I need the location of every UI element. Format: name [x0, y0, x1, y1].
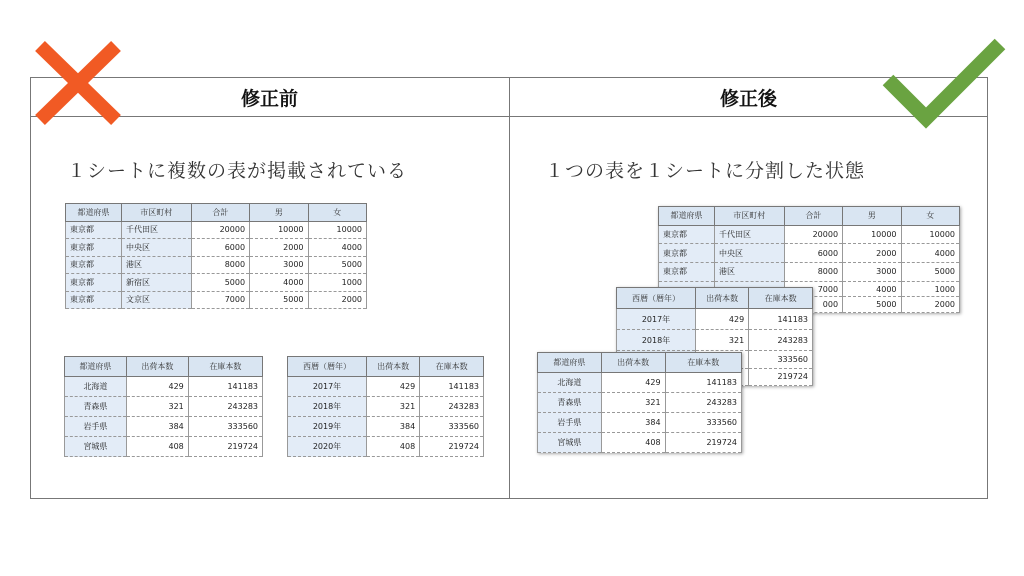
after-title: 修正後	[719, 88, 777, 110]
table-cell: 3000	[250, 256, 308, 274]
column-header: 出荷本数	[367, 357, 420, 377]
table-cell: 2017年	[617, 309, 696, 330]
table-cell: 384	[601, 413, 665, 433]
table-cell: 429	[126, 377, 188, 397]
table-cell: 東京都	[66, 221, 122, 239]
table-row	[659, 244, 960, 263]
before-subtitle: １シートに複数の表が掲載されている	[67, 160, 408, 182]
check-mark-icon	[880, 38, 1010, 130]
table-cell: 10000	[901, 225, 959, 244]
table-cell: 文京区	[122, 291, 192, 309]
table-cell: 333560	[665, 413, 741, 433]
table-cell: 243283	[665, 393, 741, 413]
table-cell: 408	[126, 437, 188, 457]
column-header: 都道府県	[659, 207, 715, 226]
column-header: 市区町村	[715, 207, 785, 226]
table-cell: 東京都	[66, 239, 122, 257]
table-cell: 5000	[901, 263, 959, 282]
column-header: 合計	[191, 204, 249, 222]
table-row	[65, 417, 263, 437]
table-cell: 2017年	[288, 377, 367, 397]
table-cell: 港区	[715, 263, 785, 282]
table-cell: 000	[784, 297, 842, 313]
table-cell: 新宿区	[122, 274, 192, 292]
table-row	[538, 373, 742, 393]
table-header-row	[538, 353, 742, 373]
table-row	[66, 221, 367, 239]
table-row	[538, 433, 742, 453]
table-cell: 2000	[843, 244, 901, 263]
table-cell: 千代田区	[122, 221, 192, 239]
column-header: 女	[308, 204, 366, 222]
table-cell: 219724	[420, 437, 484, 457]
after-subtitle: １つの表を１シートに分割した状態	[545, 160, 866, 182]
table-cell: 5000	[250, 291, 308, 309]
table-cell: 5000	[843, 297, 901, 313]
table-header-row	[659, 207, 960, 226]
column-header: 男	[843, 207, 901, 226]
table-row	[66, 239, 367, 257]
table-cell: 141183	[749, 309, 813, 330]
before-population-table	[65, 203, 367, 309]
table-cell: 6000	[191, 239, 249, 257]
table-cell: 2000	[308, 291, 366, 309]
table-row	[66, 291, 367, 309]
table-cell: 141183	[665, 373, 741, 393]
table-cell: 北海道	[538, 373, 602, 393]
table-cell: 岩手県	[538, 413, 602, 433]
table-cell: 4000	[308, 239, 366, 257]
column-header: 在庫本数	[420, 357, 484, 377]
table-cell: 東京都	[659, 263, 715, 282]
column-header: 市区町村	[122, 204, 192, 222]
cross-mark-icon	[30, 38, 125, 128]
table-cell: 20000	[191, 221, 249, 239]
table-cell: 4000	[843, 281, 901, 297]
column-header: 男	[250, 204, 308, 222]
table-cell: 10000	[843, 225, 901, 244]
table-row	[65, 397, 263, 417]
table-cell: 青森県	[65, 397, 127, 417]
column-header: 合計	[784, 207, 842, 226]
table-row	[65, 437, 263, 457]
table-row	[659, 263, 960, 282]
table-header-row	[617, 288, 813, 309]
table-cell: 岩手県	[65, 417, 127, 437]
column-header: 西暦（暦年）	[288, 357, 367, 377]
table-cell: 7000	[784, 281, 842, 297]
table-cell: 20000	[784, 225, 842, 244]
table-cell: 千代田区	[715, 225, 785, 244]
table-cell: 10000	[250, 221, 308, 239]
column-header: 西暦（暦年）	[617, 288, 696, 309]
column-header: 都道府県	[538, 353, 602, 373]
table-row	[288, 397, 484, 417]
table-cell: 北海道	[65, 377, 127, 397]
table-cell: 東京都	[66, 256, 122, 274]
table-row	[617, 309, 813, 330]
header-divider	[30, 116, 988, 117]
before-prefecture-table	[64, 356, 263, 457]
before-title: 修正前	[240, 88, 298, 110]
table-cell: 408	[601, 433, 665, 453]
table-cell: 321	[696, 330, 749, 351]
table-cell: 8000	[191, 256, 249, 274]
before-year-table	[287, 356, 484, 457]
table-cell: 港区	[122, 256, 192, 274]
table-cell: 2000	[901, 297, 959, 313]
table-cell: 333560	[749, 351, 813, 369]
column-header: 出荷本数	[696, 288, 749, 309]
table-row	[288, 417, 484, 437]
table-cell: 243283	[188, 397, 262, 417]
table-cell: 中央区	[122, 239, 192, 257]
table-cell: 5000	[191, 274, 249, 292]
table-cell: 2018年	[617, 330, 696, 351]
table-cell: 2000	[250, 239, 308, 257]
table-cell: 6000	[784, 244, 842, 263]
table-cell: 141183	[188, 377, 262, 397]
column-header: 在庫本数	[665, 353, 741, 373]
table-cell: 321	[126, 397, 188, 417]
table-row	[659, 225, 960, 244]
table-cell: 333560	[188, 417, 262, 437]
table-row	[66, 274, 367, 292]
table-cell: 4000	[250, 274, 308, 292]
table-cell: 219724	[665, 433, 741, 453]
table-cell: 243283	[420, 397, 484, 417]
table-cell: 333560	[420, 417, 484, 437]
column-header: 在庫本数	[749, 288, 813, 309]
table-cell: 429	[601, 373, 665, 393]
table-cell: 321	[601, 393, 665, 413]
table-header-row	[66, 204, 367, 222]
column-header: 都道府県	[66, 204, 122, 222]
table-cell: 429	[696, 309, 749, 330]
column-header: 在庫本数	[188, 357, 262, 377]
table-cell: 東京都	[659, 225, 715, 244]
table-header-row	[65, 357, 263, 377]
table-cell: 4000	[901, 244, 959, 263]
panel-divider	[509, 77, 510, 499]
table-cell: 2020年	[288, 437, 367, 457]
table-cell: 3000	[843, 263, 901, 282]
column-header: 女	[901, 207, 959, 226]
table-cell: 東京都	[66, 291, 122, 309]
table-cell: 2018年	[288, 397, 367, 417]
table-row	[288, 437, 484, 457]
table-row	[538, 393, 742, 413]
table-cell: 384	[126, 417, 188, 437]
table-cell: 2019年	[288, 417, 367, 437]
table-cell: 宮城県	[65, 437, 127, 457]
table-cell: 384	[367, 417, 420, 437]
table-cell: 東京都	[659, 244, 715, 263]
table-cell: 219724	[188, 437, 262, 457]
column-header: 出荷本数	[601, 353, 665, 373]
table-cell: 429	[367, 377, 420, 397]
table-cell: 10000	[308, 221, 366, 239]
after-prefecture-table	[537, 352, 742, 453]
table-cell: 宮城県	[538, 433, 602, 453]
table-header-row	[288, 357, 484, 377]
table-row	[65, 377, 263, 397]
table-cell: 5000	[308, 256, 366, 274]
table-cell: 東京都	[66, 274, 122, 292]
table-cell: 321	[367, 397, 420, 417]
table-cell: 青森県	[538, 393, 602, 413]
table-cell: 7000	[191, 291, 249, 309]
table-row	[538, 413, 742, 433]
column-header: 都道府県	[65, 357, 127, 377]
table-cell: 1000	[308, 274, 366, 292]
column-header: 出荷本数	[126, 357, 188, 377]
table-cell: 243283	[749, 330, 813, 351]
table-row	[617, 330, 813, 351]
table-cell: 141183	[420, 377, 484, 397]
table-cell: 219724	[749, 368, 813, 386]
table-cell: 408	[367, 437, 420, 457]
table-cell: 中央区	[715, 244, 785, 263]
table-row	[66, 256, 367, 274]
table-cell: 1000	[901, 281, 959, 297]
table-row	[288, 377, 484, 397]
table-cell: 8000	[784, 263, 842, 282]
